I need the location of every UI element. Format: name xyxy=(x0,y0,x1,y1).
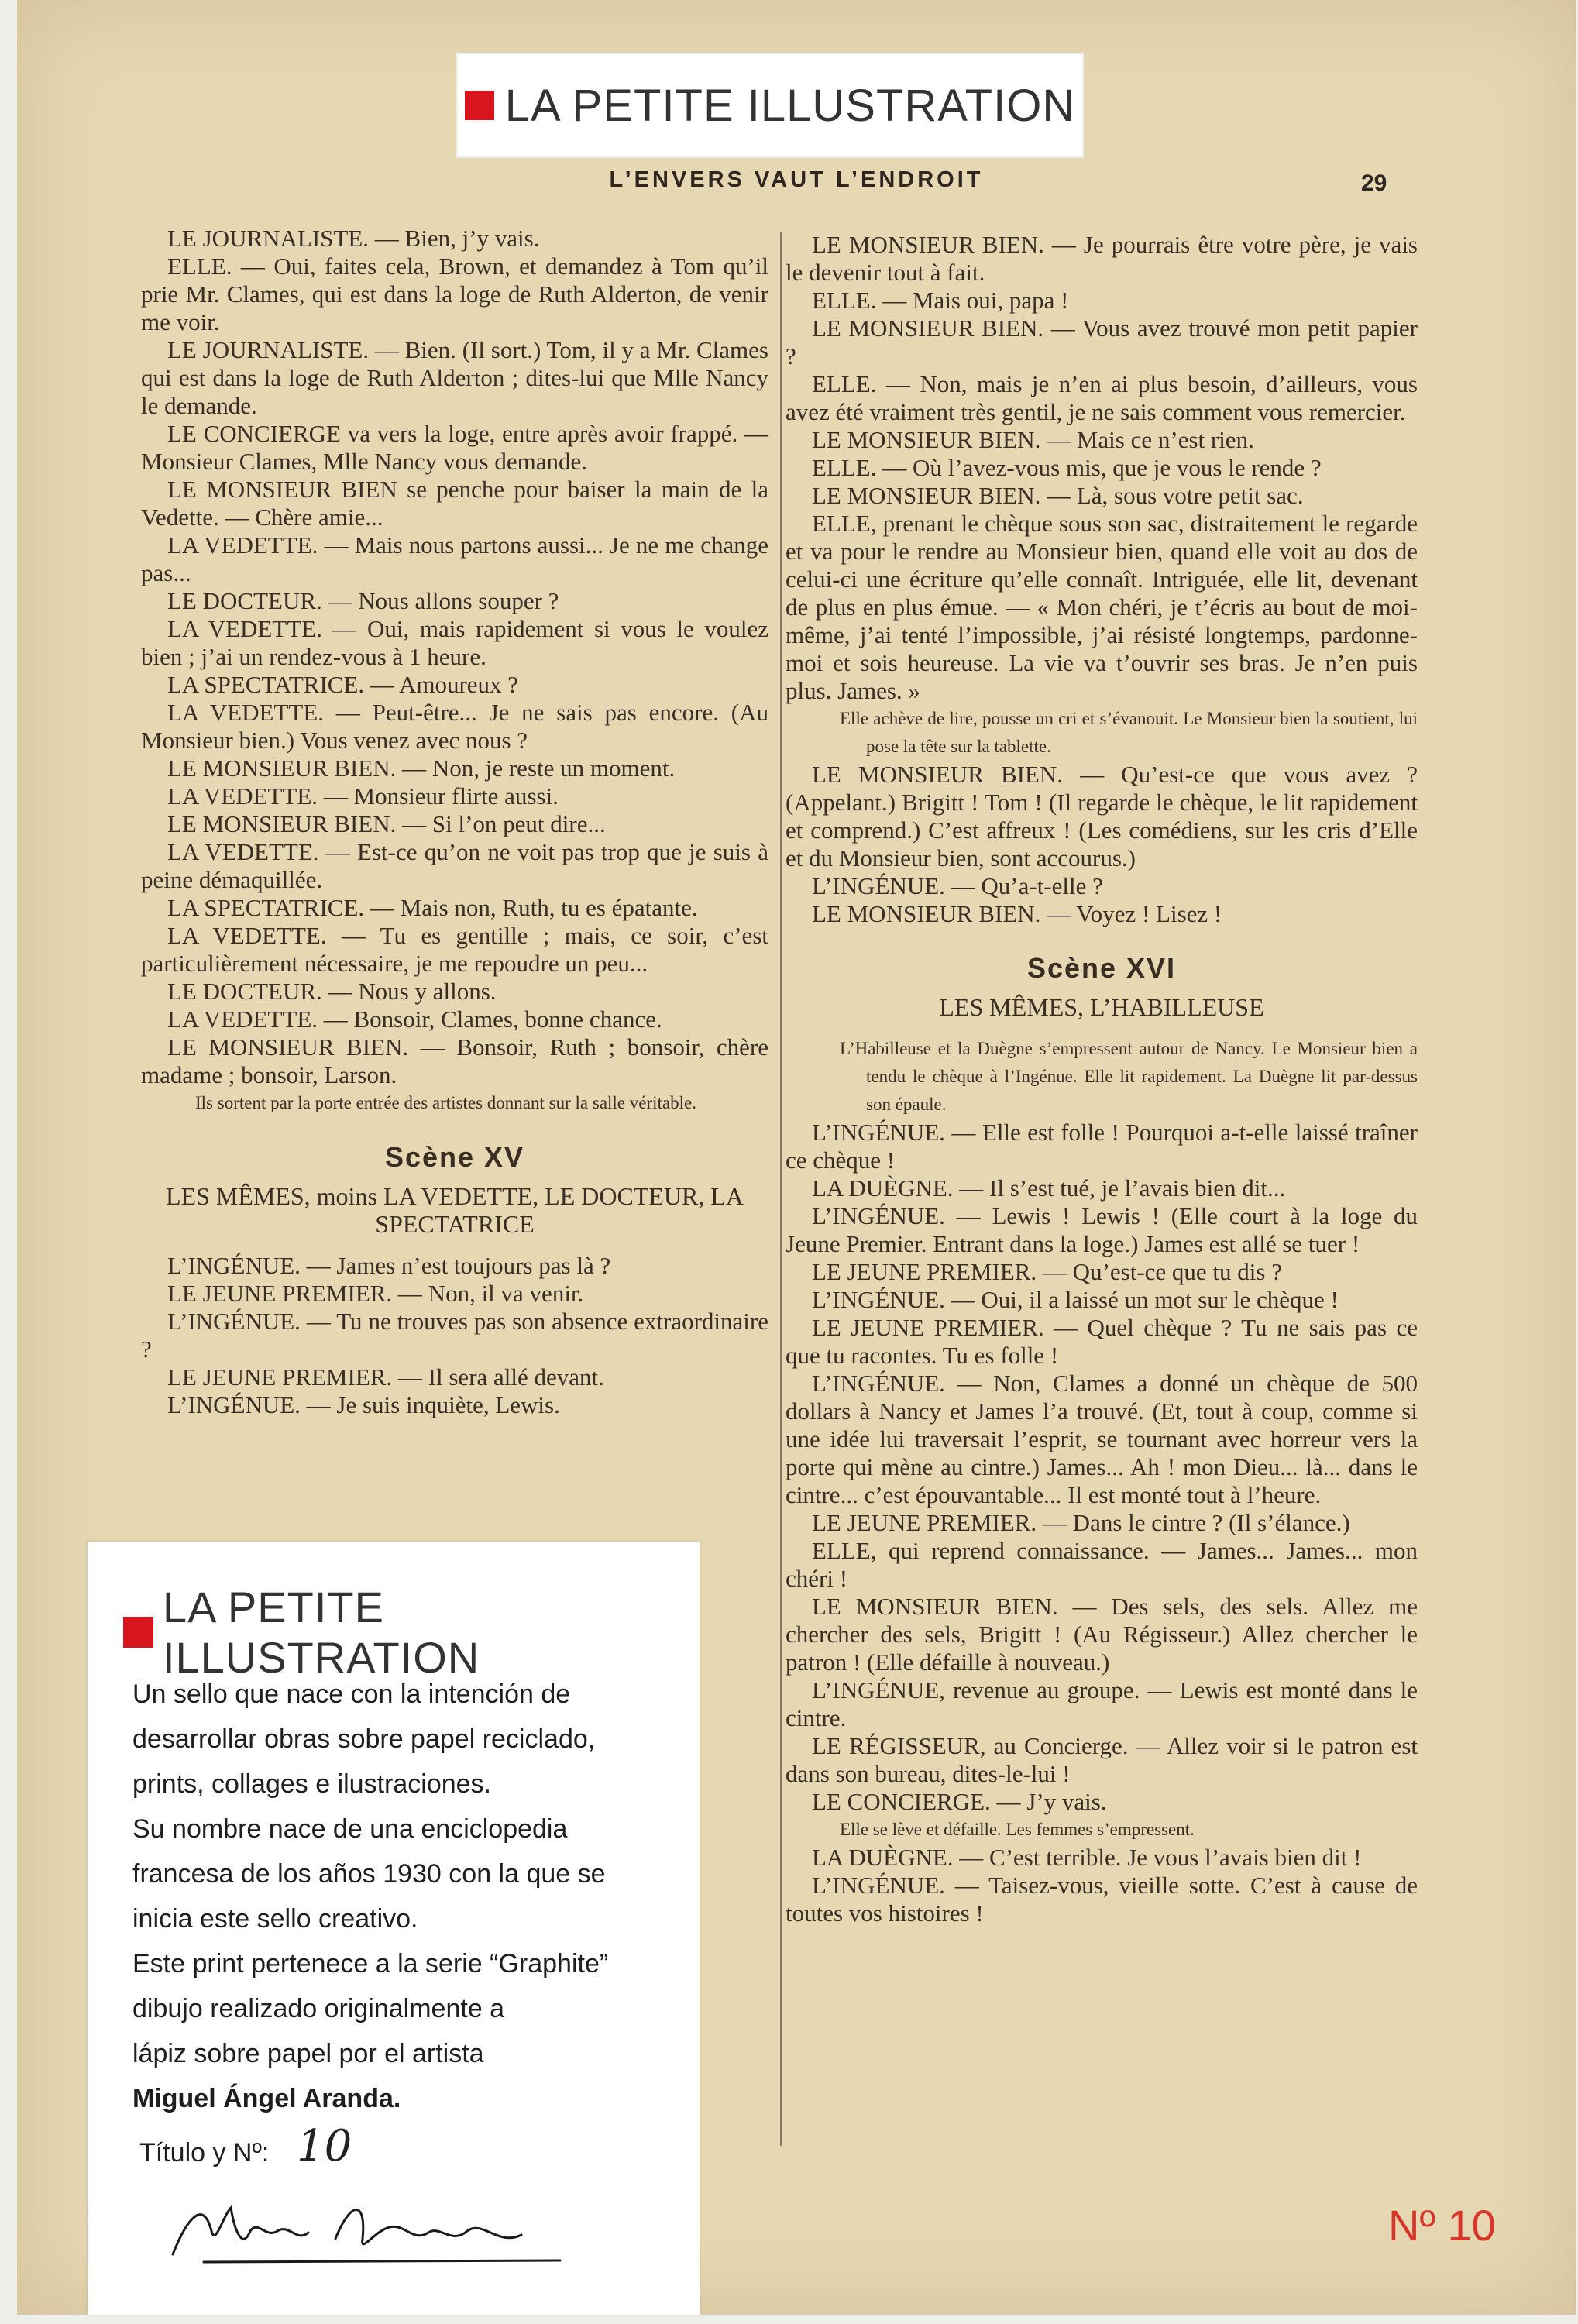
dialogue-line: LA VEDETTE. — Est-ce qu’on ne voit pas trop que je suis à peine démaquillée. xyxy=(141,838,768,893)
stage-direction: Elle se lève et défaille. Les femmes s’empressent. xyxy=(840,1820,1195,1839)
card-line: dibujo realizado originalmente a xyxy=(132,1994,505,2023)
card-line: francesa de los años 1930 con la que se xyxy=(132,1859,606,1889)
dialogue-line: LE MONSIEUR BIEN. — Voyez ! Lisez ! xyxy=(812,900,1222,927)
card-description xyxy=(132,1672,675,2121)
dialogue-line: LA DUÈGNE. — C’est terrible. Je vous l’avais bien dit ! xyxy=(812,1844,1362,1871)
stage-direction: Elle achève de lire, pousse un cri et s’évanouit. Le Monsieur bien la soutient, lui pose la tête sur la tablette. xyxy=(840,709,1418,756)
dialogue-line: L’INGÉNUE. — Je suis inquiète, Lewis. xyxy=(167,1391,560,1418)
red-square-icon xyxy=(123,1617,153,1648)
card-brand-row xyxy=(123,1582,700,1683)
card-line: lápiz sobre papel por el artista xyxy=(132,2039,484,2068)
dialogue-line: LE MONSIEUR BIEN. — Qu’est-ce que vous avez ? (Appelant.) Brigitt ! Tom ! (Il regarde le chèque, le lit rapidement et comprend.) C’est affreux ! (Les comédiens, sur les cris d’Elle et du Monsieur bien, sont accourus.) xyxy=(786,761,1418,871)
dialogue-line: LA VEDETTE. — Monsieur flirte aussi. xyxy=(167,782,559,810)
stage-direction: L’Habilleuse et la Duègne s’empressent autour de Nancy. Le Monsieur bien a tendu le chèque à l’Ingénue. Elle lit rapidement. La Duègne lit par-dessus son épaule. xyxy=(840,1039,1418,1114)
title-number-label: Título y Nº: xyxy=(139,2138,270,2168)
dialogue-line: LE MONSIEUR BIEN. — Mais ce n’est rien. xyxy=(812,426,1254,453)
scene-heading: Scène XV xyxy=(384,1141,525,1173)
card-line: desarrollar obras sobre papel reciclado, xyxy=(132,1724,596,1754)
dialogue-line: LE JEUNE PREMIER. — Non, il va venir. xyxy=(167,1280,584,1307)
dialogue-line: LE CONCIERGE va vers la loge, entre après avoir frappé. — Monsieur Clames, Mlle Nancy vous demande. xyxy=(141,420,768,475)
dialogue-line: LE MONSIEUR BIEN. — Des sels, des sels. Allez me chercher des sels, Brigitt ! (Au Régisseur.) Allez chercher le patron ! (Elle défaille à nouveau.) xyxy=(786,1593,1418,1676)
red-square-icon xyxy=(465,91,494,120)
dialogue-line: LE JEUNE PREMIER. — Quel chèque ? Tu ne sais pas ce que tu racontes. Tu es folle ! xyxy=(786,1314,1418,1369)
dialogue-line: LE MONSIEUR BIEN. — Vous avez trouvé mon petit papier ? xyxy=(786,315,1418,370)
dialogue-line: ELLE. — Non, mais je n’en ai plus besoin, d’ailleurs, vous avez été vraiment très gentil, je ne sais comment vous remercier. xyxy=(786,370,1418,425)
dialogue-line: LA VEDETTE. — Tu es gentille ; mais, ce soir, c’est particulièrement nécessaire, je me repoudre un peu... xyxy=(141,922,768,977)
scene-subheading: LES MÊMES, L’HABILLEUSE xyxy=(939,993,1264,1021)
scene-subheading: LES MÊMES, moins LA VEDETTE, LE DOCTEUR, LA SPECTATRICE xyxy=(165,1182,744,1238)
dialogue-line: L’INGÉNUE. — Non, Clames a donné un chèque de 500 dollars à Nancy et James l’a trouvé. (Et, tout à coup, comme si une idée lui traversait l’esprit, se tournant avec horreur vers la porte qui mène au cintre.) James... Ah ! mon Dieu... là... dans le cintre... c’est épouvantable... Il est monté tout à l’heure. xyxy=(786,1370,1418,1508)
title-number-value: 10 xyxy=(297,2121,352,2171)
card-line: prints, collages e ilustraciones. xyxy=(132,1769,492,1799)
handwritten-signature xyxy=(157,2185,591,2278)
card-brand-text: LA PETITE ILLUSTRATION xyxy=(162,1583,480,1682)
card-line: Este print pertenece a la serie “Graphite” xyxy=(132,1949,609,1978)
card-line: Su nombre nace de una enciclopedia xyxy=(132,1814,568,1844)
dialogue-line: ELLE. — Où l’avez-vous mis, que je vous le rende ? xyxy=(812,454,1322,481)
dialogue-line: LE DOCTEUR. — Nous y allons. xyxy=(167,978,497,1005)
dialogue-line: L’INGÉNUE. — James n’est toujours pas là ? xyxy=(167,1252,611,1279)
dialogue-line: L’INGÉNUE. — Tu ne trouves pas son absence extraordinaire ? xyxy=(141,1308,768,1363)
dialogue-line: ELLE, prenant le chèque sous son sac, distraitement le regarde et va pour le rendre au Monsieur bien, quand elle voit au dos de celui-ci une écriture qu’elle connaît. Intriguée, elle lit, devenant de plus en plus émue. — « Mon chéri, je t’écris au bout de moi-même, j’ai tenté l’impossible, j’ai résisté longtemps, pardonne-moi et sois heureuse. La vie va t’ouvrir ses bras. Je n’en puis plus. James. » xyxy=(786,510,1418,704)
dialogue-line: LE JEUNE PREMIER. — Dans le cintre ? (Il s’élance.) xyxy=(812,1509,1350,1536)
dialogue-line: ELLE. — Mais oui, papa ! xyxy=(812,287,1069,314)
dialogue-line: LE DOCTEUR. — Nous allons souper ? xyxy=(167,587,559,614)
scene-heading: Scène XVI xyxy=(1026,952,1177,984)
dialogue-line: LE JEUNE PREMIER. — Qu’est-ce que tu dis ? xyxy=(812,1258,1282,1285)
number-stamp: Nº 10 xyxy=(1388,2201,1496,2250)
dialogue-line: ELLE. — Oui, faites cela, Brown, et demandez à Tom qu’il prie Mr. Clames, qui est dans la loge de Ruth Alderton, de venir me voir. xyxy=(141,253,768,335)
dialogue-line: LE MONSIEUR BIEN. — Si l’on peut dire... xyxy=(167,810,606,837)
dialogue-line: L’INGÉNUE, revenue au groupe. — Lewis est monté dans le cintre. xyxy=(786,1676,1418,1731)
top-brand-label xyxy=(456,53,1084,158)
running-head: L’ENVERS VAUT L’ENDROIT xyxy=(609,167,984,192)
dialogue-line: LA VEDETTE. — Mais nous partons aussi... Je ne me change pas... xyxy=(141,531,768,586)
dialogue-line: LA VEDETTE. — Bonsoir, Clames, bonne chance. xyxy=(167,1006,662,1033)
right-column xyxy=(786,231,1418,1927)
page-number: 29 xyxy=(1361,170,1387,196)
dialogue-line: LE MONSIEUR BIEN. — Je pourrais être votre père, je vais le devenir tout à fait. xyxy=(786,231,1418,286)
dialogue-line: LE JEUNE PREMIER. — Il sera allé devant. xyxy=(167,1363,604,1391)
dialogue-line: LA SPECTATRICE. — Amoureux ? xyxy=(167,671,519,698)
left-column xyxy=(141,225,768,1419)
dialogue-line: LA DUÈGNE. — Il s’est tué, je l’avais bien dit... xyxy=(812,1174,1286,1202)
info-card xyxy=(88,1542,700,2315)
dialogue-line: LE JOURNALISTE. — Bien, j’y vais. xyxy=(167,225,540,252)
dialogue-line: LA VEDETTE. — Oui, mais rapidement si vous le voulez bien ; j’ai un rendez-vous à 1 heure. xyxy=(141,615,768,670)
dialogue-line: L’INGÉNUE. — Qu’a-t-elle ? xyxy=(812,872,1103,899)
dialogue-line: L’INGÉNUE. — Oui, il a laissé un mot sur le chèque ! xyxy=(812,1286,1339,1313)
dialogue-line: LE CONCIERGE. — J’y vais. xyxy=(812,1788,1107,1815)
dialogue-line: LE RÉGISSEUR, au Concierge. — Allez voir si le patron est dans son bureau, dites-le-lui ! xyxy=(786,1732,1418,1787)
dialogue-line: LE MONSIEUR BIEN. — Là, sous votre petit sac. xyxy=(812,482,1304,509)
dialogue-line: ELLE, qui reprend connaissance. — James... James... mon chéri ! xyxy=(786,1537,1418,1592)
dialogue-line: LE MONSIEUR BIEN. — Non, je reste un moment. xyxy=(167,755,676,782)
dialogue-line: LE MONSIEUR BIEN. — Bonsoir, Ruth ; bonsoir, chère madame ; bonsoir, Larson. xyxy=(141,1033,768,1088)
card-line: inicia este sello creativo. xyxy=(132,1904,418,1934)
dialogue-line: LE MONSIEUR BIEN se penche pour baiser la main de la Vedette. — Chère amie... xyxy=(141,476,768,531)
column-rule xyxy=(780,232,782,2146)
dialogue-line: L’INGÉNUE. — Taisez-vous, vieille sotte. C’est à cause de toutes vos histoires ! xyxy=(786,1872,1418,1927)
dialogue-line: LE JOURNALISTE. — Bien. (Il sort.) Tom, il y a Mr. Clames qui est dans la loge de Ruth Alderton ; dites-lui que Mlle Nancy le demande. xyxy=(141,336,768,419)
dialogue-line: LA VEDETTE. — Peut-être... Je ne sais pas encore. (Au Monsieur bien.) Vous venez avec nous ? xyxy=(141,699,768,754)
dialogue-line: LA SPECTATRICE. — Mais non, Ruth, tu es épatante. xyxy=(167,894,698,921)
card-line: Un sello que nace con la intención de xyxy=(132,1679,571,1709)
dialogue-line: L’INGÉNUE. — Elle est folle ! Pourquoi a-t-elle laissé traîner ce chèque ! xyxy=(786,1119,1418,1174)
dialogue-line: L’INGÉNUE. — Lewis ! Lewis ! (Elle court à la loge du Jeune Premier. Entrant dans la loge.) James est allé se tuer ! xyxy=(786,1202,1418,1257)
top-brand-text: LA PETITE ILLUSTRATION xyxy=(504,80,1076,131)
card-artist: Miguel Ángel Aranda. xyxy=(132,2084,401,2113)
stage-direction: Ils sortent par la porte entrée des artistes donnant sur la salle véritable. xyxy=(195,1093,696,1112)
